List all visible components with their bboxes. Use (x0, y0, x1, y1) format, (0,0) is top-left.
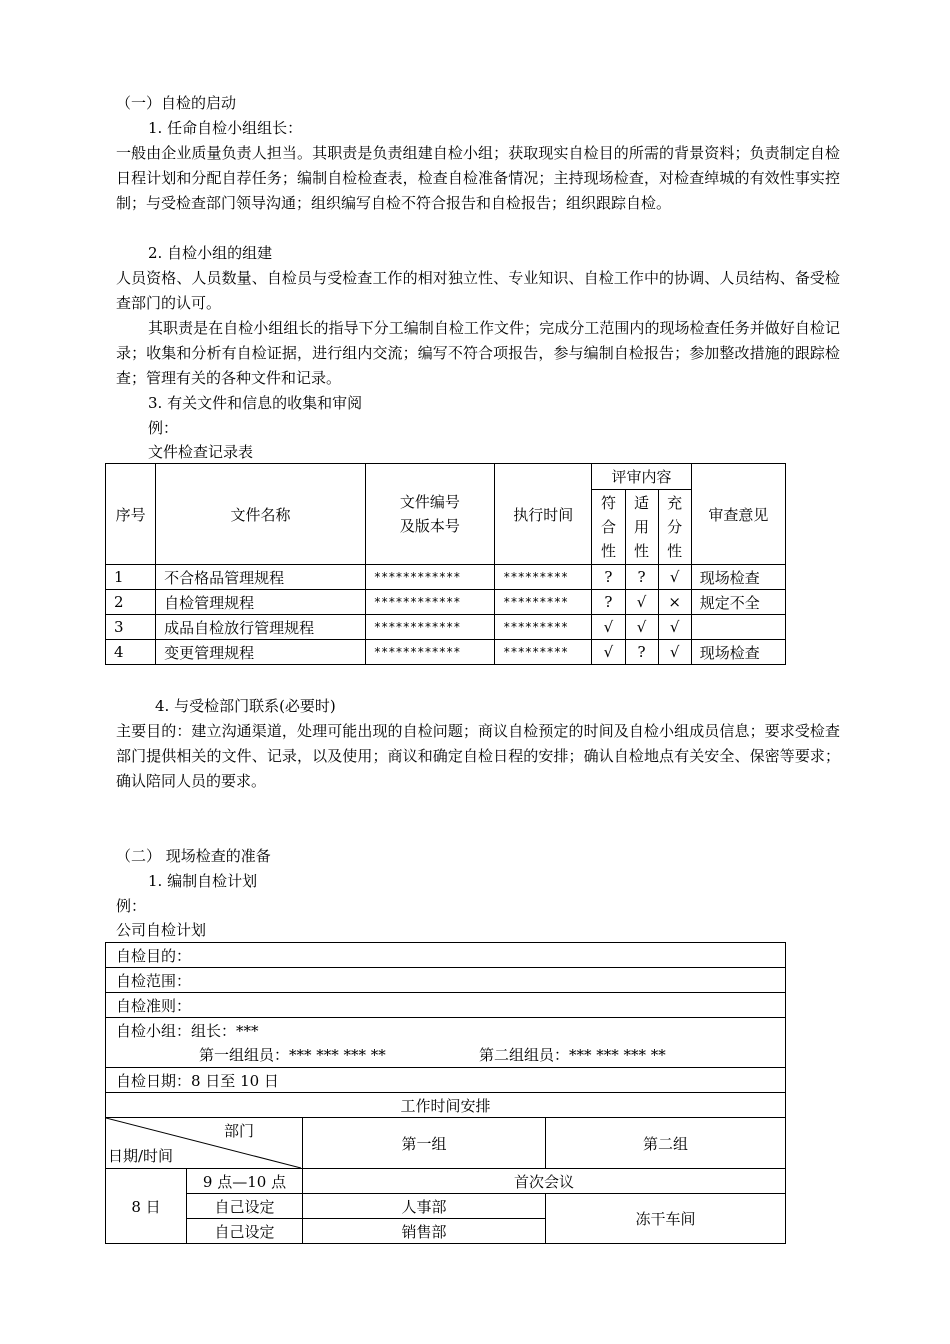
row-applicability: √ (625, 590, 658, 615)
schedule-title: 工作时间安排 (106, 1093, 786, 1118)
row-exec-time: ********* (495, 615, 592, 640)
row-conformity: √ (592, 640, 625, 665)
row-sufficiency: × (658, 590, 691, 615)
table-row (106, 640, 786, 665)
plan-dates: 自检日期：8 日至 10 日 (106, 1068, 786, 1093)
row-opinion: 规定不全 (691, 590, 785, 615)
row-doc-name: 自检管理规程 (156, 590, 366, 615)
row-sufficiency: √ (658, 640, 691, 665)
row-doc-code: ************ (365, 590, 494, 615)
paragraph-leader-duties: 一般由企业质量负责人担当。其职责是负责组建自检小组；获取现实自检目的所需的背景资料；负责制定自检日程计划和分配自荐任务；编制自检检查表，检查自检准备情况；主持现场检查，对检查绰城的有效性事实控制；与受检查部门领导沟通；组织编写自检不符合报告和自检报告；组织跟踪自检。 (116, 144, 840, 212)
plan-team (106, 1018, 786, 1068)
schedule-time-3: 自己设定 (187, 1219, 303, 1244)
header-doc-code-line1: 文件编号 (399, 493, 460, 511)
header-review-content: 评审内容 (592, 464, 691, 490)
header-sufficiency: 充 分 性 (658, 490, 691, 565)
plan-team-leader: 自检小组：组长：*** (116, 1021, 259, 1040)
row-doc-name: 成品自检放行管理规程 (156, 615, 366, 640)
row-doc-name: 变更管理规程 (156, 640, 366, 665)
header-doc-code-line2: 及版本号 (399, 517, 460, 535)
header-seq: 序号 (106, 464, 156, 565)
header-doc-code (365, 464, 494, 565)
row-applicability: √ (625, 615, 658, 640)
row-doc-code: ************ (365, 565, 494, 590)
row-doc-code: ************ (365, 640, 494, 665)
paragraph-team-duties: 其职责是在自检小组组长的指导下分工编制自检工作文件；完成分工范围内的现场检查任务并做好自检记录；收集和分析有自检证据，进行组内交流；编写不符合项报告，参与编制自检报告；参加整改措施的跟踪检查；管理有关的各种文件和记录。 (116, 319, 840, 387)
item-plan-heading: 1. 编制自检计划 (148, 872, 258, 890)
header-applicability: 适 用 性 (625, 490, 658, 565)
header-date-time: 日期/时间 (108, 1147, 174, 1165)
row-conformity: ? (592, 565, 625, 590)
row-opinion: 现场检查 (691, 640, 785, 665)
row-conformity: ? (592, 590, 625, 615)
row-exec-time: ********* (495, 640, 592, 665)
header-conformity: 符 合 性 (592, 490, 625, 565)
audit-plan-table (105, 942, 786, 1244)
schedule-group1-dept-2: 销售部 (303, 1219, 546, 1244)
doc-check-table (105, 463, 786, 665)
item-1-heading: 1. 任命自检小组组长： (148, 119, 303, 137)
table-row (106, 615, 786, 640)
header-opinion: 审查意见 (691, 464, 785, 565)
item-2-heading: 2. 自检小组的组建 (148, 244, 273, 262)
schedule-day: 8 日 (106, 1169, 187, 1244)
schedule-time-2: 自己设定 (187, 1194, 303, 1219)
row-doc-name: 不合格品管理规程 (156, 565, 366, 590)
header-group2: 第二组 (546, 1118, 786, 1169)
header-group1: 第一组 (303, 1118, 546, 1169)
row-no: 2 (106, 590, 156, 615)
row-no: 3 (106, 615, 156, 640)
schedule-opening-meeting: 首次会议 (303, 1169, 786, 1194)
row-applicability: ? (625, 640, 658, 665)
section-heading-1: （一）自检的启动 (116, 94, 237, 112)
row-sufficiency: √ (658, 615, 691, 640)
plan-title: 公司自检计划 (116, 921, 207, 939)
header-doc-name: 文件名称 (156, 464, 366, 565)
plan-purpose: 自检目的： (106, 943, 786, 968)
schedule-group1-dept-1: 人事部 (303, 1194, 546, 1219)
section-heading-2: （二） 现场检查的准备 (116, 847, 271, 865)
row-applicability: ? (625, 565, 658, 590)
example-label-1: 例： (148, 419, 179, 437)
table-title-doc-check: 文件检查记录表 (148, 443, 254, 461)
example-label-2: 例： (116, 897, 147, 915)
plan-scope: 自检范围： (106, 968, 786, 993)
table-row (106, 590, 786, 615)
table-row (106, 565, 786, 590)
item-4-heading: 4. 与受检部门联系(必要时) (155, 697, 336, 715)
schedule-time-1: 9 点—10 点 (187, 1169, 303, 1194)
row-exec-time: ********* (495, 565, 592, 590)
row-conformity: √ (592, 615, 625, 640)
row-opinion: 现场检查 (691, 565, 785, 590)
row-exec-time: ********* (495, 590, 592, 615)
diagonal-header-cell (106, 1118, 303, 1169)
item-3-heading: 3. 有关文件和信息的收集和审阅 (148, 394, 363, 412)
paragraph-contact-purpose: 主要目的：建立沟通渠道，处理可能出现的自检问题；商议自检预定的时间及自检小组成员信息；要求受检查部门提供相关的文件、记录，以及使用；商议和确定自检日程的安排；确认自检地点有关安全、保密等要求；确认陪同人员的要求。 (116, 722, 840, 790)
schedule-group2-dept: 冻干车间 (546, 1194, 786, 1244)
row-opinion (691, 615, 785, 640)
plan-criteria: 自检准则： (106, 993, 786, 1018)
row-doc-code: ************ (365, 615, 494, 640)
plan-group1-members: 第一组组员：*** *** *** ** (199, 1045, 386, 1064)
row-no: 4 (106, 640, 156, 665)
row-sufficiency: √ (658, 565, 691, 590)
header-department: 部门 (224, 1122, 255, 1140)
plan-group2-members: 第二组组员：*** *** *** ** (479, 1045, 666, 1064)
row-no: 1 (106, 565, 156, 590)
header-exec-time: 执行时间 (495, 464, 592, 565)
paragraph-team-formation: 人员资格、人员数量、自检员与受检查工作的相对独立性、专业知识、自检工作中的协调、人员结构、备受检查部门的认可。 (116, 269, 840, 312)
